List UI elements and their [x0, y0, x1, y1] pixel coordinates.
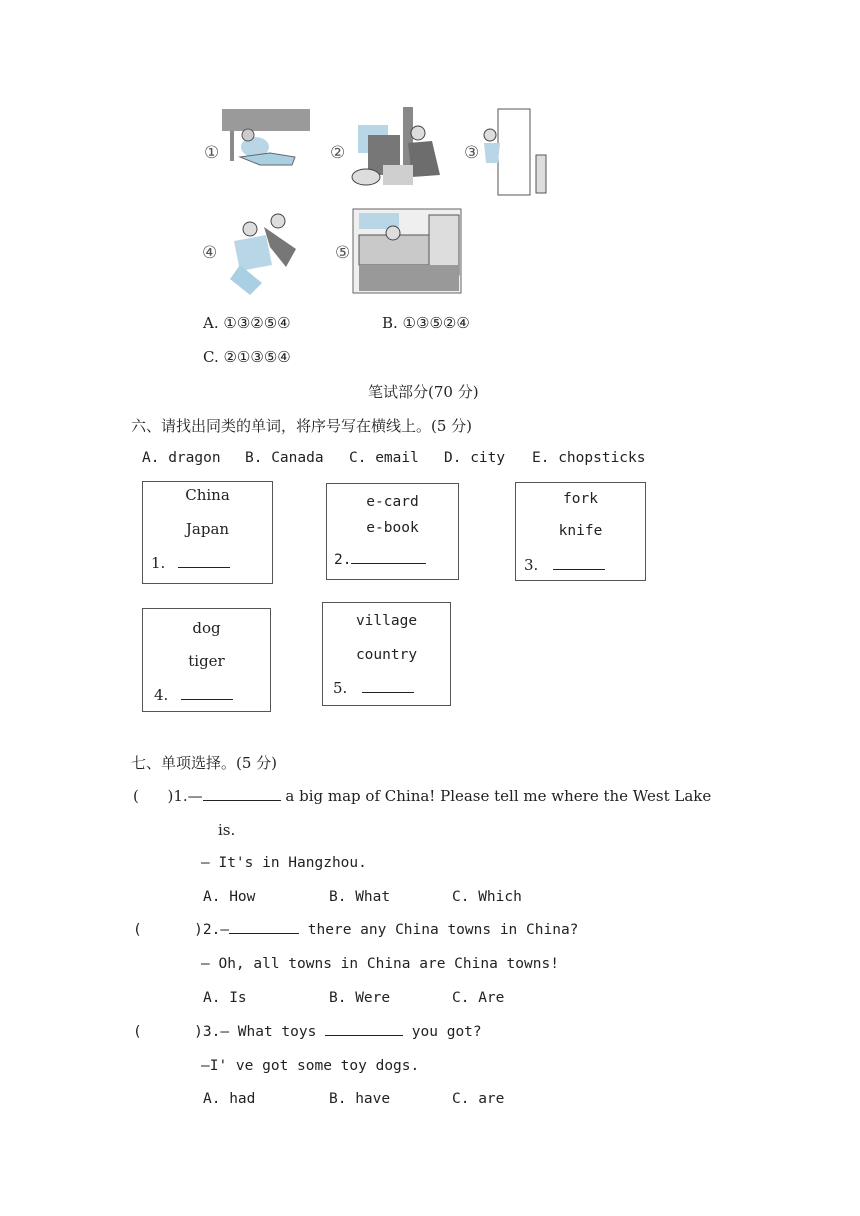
q2-option-c[interactable]: C. Are: [452, 990, 505, 1006]
group-word: e-book: [366, 520, 419, 536]
word-choice-c: C. email: [349, 450, 419, 466]
section7-heading: 七、单项选择。(5 分): [131, 754, 278, 772]
group-word: e-card: [366, 494, 419, 510]
q1-option-a[interactable]: A. How: [203, 889, 256, 905]
q1-option-b[interactable]: B. What: [329, 889, 391, 905]
question-3: [133, 1024, 482, 1040]
group-word: dog: [192, 619, 221, 637]
blank-number: 1.: [151, 554, 166, 572]
word-group-box-3: [515, 482, 646, 581]
group-word: village: [355, 613, 418, 629]
picture-option-b: B. ①③⑤②④: [382, 314, 470, 332]
picture-option-c: C. ②①③⑤④: [203, 348, 291, 366]
blank-number: 3.: [524, 556, 539, 574]
question-2: [133, 922, 578, 938]
q3-option-b[interactable]: B. have: [329, 1091, 391, 1107]
answer-blank-2[interactable]: [334, 552, 426, 568]
question-text: there any China towns in China?: [299, 922, 579, 938]
question-2-reply: — Oh, all towns in China are China towns!: [201, 956, 559, 972]
q3-option-c[interactable]: C. are: [452, 1091, 505, 1107]
picture-number-1: ①: [204, 143, 220, 163]
picture-number-3: ③: [464, 143, 480, 163]
picture-number-2: ②: [330, 143, 346, 163]
q2-option-b[interactable]: B. Were: [329, 990, 391, 1006]
word-group-box-5: [322, 602, 451, 706]
answer-blank-1[interactable]: [151, 554, 230, 572]
drum-illustration: [328, 105, 453, 193]
group-word: country: [355, 647, 418, 663]
blank-number: 4.: [154, 686, 169, 704]
group-word: tiger: [188, 652, 225, 670]
word-group-box-1: [142, 481, 273, 584]
blank-number: 2.: [334, 552, 352, 568]
answer-paren-2[interactable]: ( )2.: [133, 922, 221, 938]
question-text: — What toys: [220, 1024, 326, 1040]
answer-blank-4[interactable]: [154, 686, 233, 704]
picture-5-room-scene: [333, 205, 463, 295]
picture-number-5: ⑤: [335, 243, 351, 263]
group-word: fork: [563, 491, 598, 507]
answer-blank-3[interactable]: [524, 556, 605, 574]
question-text: a big map of China! Please tell me where the West Lake: [280, 787, 712, 805]
fill-blank[interactable]: [229, 933, 299, 934]
question-text: you got?: [403, 1024, 482, 1040]
picture-option-a: A. ①③②⑤④: [203, 314, 291, 332]
picture-3-door-scene: [462, 105, 557, 200]
word-group-box-4: [142, 608, 271, 712]
picture-1-piano-scene: [200, 105, 310, 180]
group-word: Japan: [185, 520, 230, 538]
dash: —: [187, 787, 203, 805]
question-1: [133, 787, 711, 805]
word-choice-e: E. chopsticks: [532, 450, 646, 466]
word-choice-d: D. city: [444, 450, 506, 466]
q3-option-a[interactable]: A. had: [203, 1091, 256, 1107]
dash: —: [220, 922, 230, 938]
question-1-reply: — It's in Hangzhou.: [201, 855, 367, 871]
answer-paren-3[interactable]: ( )3.: [133, 1024, 221, 1040]
written-part-title: 笔试部分(70 分): [368, 383, 479, 401]
section6-heading: 六、请找出同类的单词，将序号写在横线上。(5 分): [131, 417, 473, 435]
room-illustration: [333, 205, 463, 295]
question-3-reply: —I' ve got some toy dogs.: [201, 1058, 420, 1074]
picture-number-4: ④: [202, 243, 218, 263]
group-word: China: [185, 486, 230, 504]
answer-paren-1[interactable]: ( )1.: [133, 787, 188, 805]
q1-option-c[interactable]: C. Which: [452, 889, 522, 905]
answer-blank-5[interactable]: [333, 679, 414, 697]
word-choice-a: A. dragon: [142, 450, 221, 466]
group-word: knife: [558, 523, 603, 539]
fill-blank[interactable]: [325, 1035, 403, 1036]
q2-option-a[interactable]: A. Is: [203, 990, 247, 1006]
question-1-continued: is.: [218, 821, 236, 839]
word-choice-b: B. Canada: [245, 450, 324, 466]
fill-blank[interactable]: [203, 800, 281, 801]
picture-4-dance-scene: [200, 205, 310, 300]
picture-2-drum-scene: [328, 105, 453, 193]
word-group-box-2: [326, 483, 459, 580]
blank-number: 5.: [333, 679, 348, 697]
